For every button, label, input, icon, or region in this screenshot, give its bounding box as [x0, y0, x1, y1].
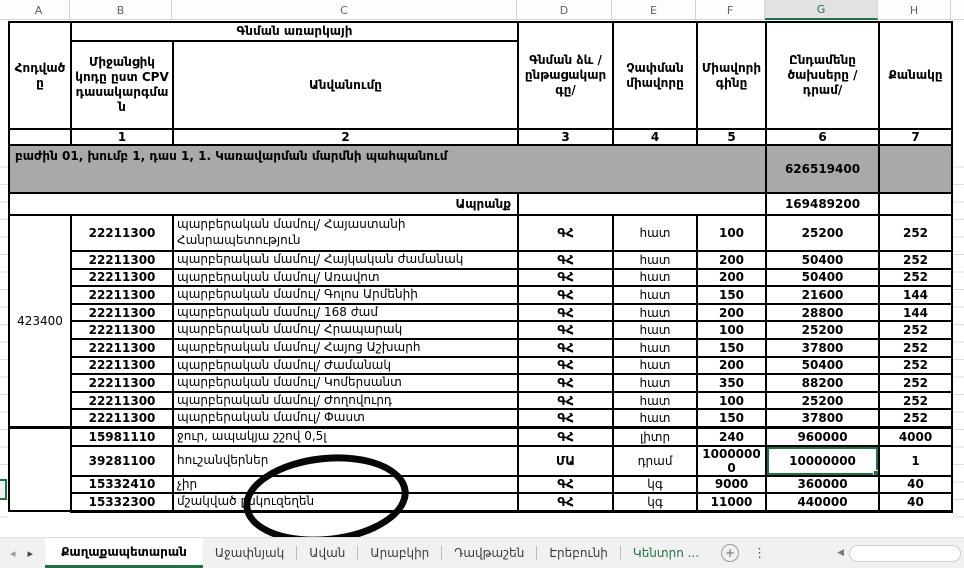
cell-qty[interactable]: 40	[879, 476, 952, 494]
add-sheet-icon[interactable]	[721, 544, 739, 562]
table-row	[9, 374, 952, 392]
cell-method[interactable]: ԳՀ	[518, 476, 613, 494]
tab-kaghakapetaran-active[interactable]	[45, 538, 203, 568]
cell-code[interactable]: 15981110	[71, 427, 173, 445]
table-row	[9, 357, 952, 375]
cell-code[interactable]: 22211300	[71, 215, 173, 251]
col-number-4[interactable]: 4	[613, 129, 697, 145]
cell-total[interactable]: 50400	[766, 251, 879, 269]
cell-total[interactable]: 440000	[766, 493, 879, 511]
cell-name[interactable]: պարբերական մամուլ/ Կոմերսանտ	[173, 374, 518, 392]
table-row	[9, 339, 952, 357]
cell-unit[interactable]: հատ	[613, 357, 697, 375]
cell-method[interactable]: ԳՀ	[518, 374, 613, 392]
cell-name[interactable]: հուշանվերներ	[173, 446, 518, 476]
header-cpv-code[interactable]: Միջանցիկ կոդը ըստ CPV դասակարգման	[71, 41, 173, 129]
cell-method[interactable]: ԳՀ	[518, 392, 613, 410]
cell-qty[interactable]: 252	[879, 339, 952, 357]
cell-code[interactable]: 22211300	[71, 286, 173, 304]
cell-qty[interactable]: 144	[879, 304, 952, 322]
table-row	[9, 476, 952, 494]
active-tab-label: Քաղաքապետարան	[61, 544, 187, 559]
cell-name[interactable]: պարբերական մամուլ/ Գոլոս Արմենիի	[173, 286, 518, 304]
cell-name[interactable]: պարբերական մամուլ/ Ժամանակ	[173, 357, 518, 375]
column-header-f[interactable]: F	[696, 0, 765, 20]
cell-code[interactable]: 22211300	[71, 357, 173, 375]
selected-cell-g[interactable]	[766, 446, 879, 476]
cell-unit[interactable]: լիտր	[613, 427, 697, 445]
subtotal-empty-cell[interactable]	[879, 193, 952, 215]
article-empty-cell[interactable]	[9, 427, 71, 511]
cell-unit[interactable]: կգ	[613, 476, 697, 494]
cell-qty[interactable]: 252	[879, 357, 952, 375]
cell-code[interactable]: 15332410	[71, 476, 173, 494]
cell-unit[interactable]: դրամ	[613, 446, 697, 476]
header-total[interactable]: Ընդամենը ծախսերը /դրամ/	[766, 22, 879, 129]
cell-method[interactable]: ԳՀ	[518, 215, 613, 251]
column-header-c[interactable]: C	[172, 0, 517, 20]
table-row	[9, 321, 952, 339]
cell-qty[interactable]: 252	[879, 409, 952, 427]
tab-ajapnyak[interactable]	[203, 538, 296, 568]
selected-cell-value: 10000000	[789, 453, 856, 468]
section-empty-cell[interactable]	[879, 145, 952, 193]
cell-name[interactable]: պարբերական մամուլ/ Հրապարակ	[173, 321, 518, 339]
sheet-nav-left-icon[interactable]: ◂	[10, 546, 16, 560]
cell-unit[interactable]: կգ	[613, 493, 697, 511]
column-header-b[interactable]: B	[70, 0, 172, 20]
col-number-1[interactable]: 1	[71, 129, 173, 145]
cell-total[interactable]: 25200	[766, 392, 879, 410]
sheet-nav-right-icon[interactable]: ▸	[27, 546, 34, 560]
tab-davtashen[interactable]	[442, 538, 536, 568]
table-row	[9, 251, 952, 269]
subtotal-empty-span[interactable]	[518, 193, 766, 215]
col-number-3[interactable]: 3	[518, 129, 613, 145]
cell-method[interactable]: ԳՀ	[518, 409, 613, 427]
cell-total[interactable]: 28800	[766, 304, 879, 322]
section-title-cell[interactable]: բաժին 01, խումբ 1, դաս 1, 1. Կառավարման մարմնի պահպանում	[9, 145, 766, 193]
header-unit-price[interactable]: Միավորի գինը	[697, 22, 766, 129]
numbering-empty-cell[interactable]	[9, 129, 71, 145]
tab-label: Դավթաշեն	[454, 546, 525, 560]
cell-unit[interactable]: հատ	[613, 286, 697, 304]
cell-total[interactable]: 21600	[766, 286, 879, 304]
table-row	[9, 427, 952, 445]
cell-qty[interactable]: 252	[879, 374, 952, 392]
cell-method[interactable]: ԳՀ	[518, 269, 613, 287]
cell-price[interactable]: 200	[697, 251, 766, 269]
header-method[interactable]: Գնման ձև /ընթացակարգը/	[518, 22, 613, 129]
cell-qty[interactable]: 4000	[879, 427, 952, 445]
subtotal-total-cell[interactable]: 169489200	[766, 193, 879, 215]
cell-price[interactable]: 9000	[697, 476, 766, 494]
left-grid-sliver	[0, 150, 8, 534]
tab-erebuni[interactable]	[537, 538, 620, 568]
cell-total[interactable]: 360000	[766, 476, 879, 494]
header-purchase-object[interactable]: Գնման առարկայի	[71, 22, 518, 41]
cell-name[interactable]: պարբերական մամուլ/ Հայոց Աշխարհ	[173, 339, 518, 357]
cell-method[interactable]: ԳՀ	[518, 304, 613, 322]
cell-code[interactable]: 22211300	[71, 374, 173, 392]
cell-method[interactable]: ԳՀ	[518, 357, 613, 375]
col-number-2[interactable]: 2	[173, 129, 518, 145]
cell-price[interactable]: 240	[697, 427, 766, 445]
cell-qty[interactable]: 252	[879, 392, 952, 410]
table-row	[9, 392, 952, 410]
table-row	[9, 304, 952, 322]
cell-method[interactable]: ԳՀ	[518, 493, 613, 511]
cell-unit[interactable]: հատ	[613, 321, 697, 339]
cell-price[interactable]: 150	[697, 409, 766, 427]
col-number-7[interactable]: 7	[879, 129, 952, 145]
column-header-g-selected[interactable]: G	[765, 0, 878, 20]
cell-qty[interactable]: 144	[879, 286, 952, 304]
cell-unit[interactable]: հատ	[613, 392, 697, 410]
article-code-cell[interactable]: 423400	[9, 215, 71, 427]
fill-handle[interactable]	[873, 470, 879, 476]
cell-name[interactable]: ջուր, ապակյա շշով 0,5լ	[173, 427, 518, 445]
cell-price[interactable]: 11000	[697, 493, 766, 511]
cell-unit[interactable]: հատ	[613, 251, 697, 269]
cell-total[interactable]: 37800	[766, 409, 879, 427]
header-article[interactable]: Հոդվածը	[9, 22, 71, 129]
tab-label: Արաբկիր	[370, 546, 430, 560]
cell-price[interactable]: 200	[697, 269, 766, 287]
cell-code[interactable]: 15332300	[71, 493, 173, 511]
cell-total[interactable]: 88200	[766, 374, 879, 392]
header-unit[interactable]: Չափման միավորը	[613, 22, 697, 129]
cell-price[interactable]: 150	[697, 286, 766, 304]
cell-unit[interactable]: հատ	[613, 269, 697, 287]
procurement-table	[8, 21, 953, 513]
cell-unit[interactable]: հատ	[613, 339, 697, 357]
cell-code[interactable]: 22211300	[71, 392, 173, 410]
cell-name[interactable]: չիր	[173, 476, 518, 494]
header-quantity[interactable]: Քանակը	[879, 22, 952, 129]
tab-label: Աջափնյակ	[214, 546, 285, 560]
cell-code[interactable]: 22211300	[71, 409, 173, 427]
cell-price[interactable]: 150	[697, 339, 766, 357]
cell-total[interactable]: 25200	[766, 321, 879, 339]
cell-price[interactable]: 200	[697, 304, 766, 322]
cell-method[interactable]: ԳՀ	[518, 251, 613, 269]
cell-price[interactable]: 100	[697, 321, 766, 339]
right-grid-sliver	[953, 150, 964, 534]
col-number-5[interactable]: 5	[697, 129, 766, 145]
plus-glyph: +	[725, 546, 736, 560]
cell-qty[interactable]: 40	[879, 493, 952, 511]
tab-avan[interactable]	[297, 538, 357, 568]
cell-price[interactable]: 100	[697, 215, 766, 251]
cell-qty[interactable]: 252	[879, 269, 952, 287]
table-row	[9, 446, 952, 476]
cell-unit[interactable]: հատ	[613, 304, 697, 322]
cell-unit[interactable]: հատ	[613, 409, 697, 427]
tab-label: Ավան	[309, 546, 346, 560]
horizontal-scrollbar	[837, 538, 964, 568]
cell-name[interactable]: պարբերական մամուլ/ Փաստ	[173, 409, 518, 427]
selected-row-header-sliver	[0, 479, 7, 500]
cell-name[interactable]: մշակված ընկուզեղեն	[173, 493, 518, 511]
column-header-a[interactable]: A	[8, 0, 70, 20]
hscroll-track[interactable]	[849, 545, 961, 562]
subtotal-label-cell[interactable]: Ապրանք	[9, 193, 518, 215]
column-header-h[interactable]: H	[878, 0, 951, 20]
cell-name[interactable]: պարբերական մամուլ/ Ժողովուրդ	[173, 392, 518, 410]
section-total-cell[interactable]: 626519400	[766, 145, 879, 193]
table-row	[9, 286, 952, 304]
cell-code[interactable]: 39281100	[71, 446, 173, 476]
column-header-e[interactable]: E	[612, 0, 696, 20]
hscroll-left-icon[interactable]: ◀	[837, 548, 844, 558]
col-number-6[interactable]: 6	[766, 129, 879, 145]
table-row	[9, 269, 952, 287]
cell-method[interactable]: ԳՀ	[518, 427, 613, 445]
cell-method[interactable]: ԳՀ	[518, 339, 613, 357]
table-row	[9, 493, 952, 511]
tab-label: Կենտրո ...	[632, 546, 700, 560]
header-name[interactable]: Անվանումը	[173, 41, 518, 129]
cell-total[interactable]: 25200	[766, 215, 879, 251]
cell-code[interactable]: 22211300	[71, 251, 173, 269]
cell-code[interactable]: 22211300	[71, 321, 173, 339]
sheet-nav	[0, 538, 45, 568]
tab-kentron-truncated[interactable]	[621, 538, 711, 568]
cell-qty[interactable]: 252	[879, 251, 952, 269]
cell-total[interactable]: 50400	[766, 269, 879, 287]
cell-method[interactable]: ԳՀ	[518, 286, 613, 304]
cell-price[interactable]: 200	[697, 357, 766, 375]
tab-options-icon[interactable]: ⋮	[753, 545, 767, 561]
cell-method[interactable]: ՄԱ	[518, 446, 613, 476]
cell-unit[interactable]: հատ	[613, 374, 697, 392]
cell-total[interactable]: 960000	[766, 427, 879, 445]
cell-price[interactable]: 10000000	[697, 446, 766, 476]
cell-name[interactable]: պարբերական մամուլ/ Առավոտ	[173, 269, 518, 287]
cell-method[interactable]: ԳՀ	[518, 321, 613, 339]
cell-name[interactable]: պարբերական մամուլ/ 168 ժամ	[173, 304, 518, 322]
column-header-d[interactable]: D	[517, 0, 612, 20]
cell-name[interactable]: պարբերական մամուլ/ Հայկական ժամանակ	[173, 251, 518, 269]
cell-price[interactable]: 100	[697, 392, 766, 410]
cell-qty[interactable]: 252	[879, 321, 952, 339]
cell-code[interactable]: 22211300	[71, 339, 173, 357]
cell-unit[interactable]: հատ	[613, 215, 697, 251]
column-header-strip	[0, 0, 964, 20]
cell-code[interactable]: 22211300	[71, 269, 173, 287]
table-row	[9, 215, 952, 251]
tab-label: Էրեբունի	[549, 546, 608, 560]
cell-price[interactable]: 350	[697, 374, 766, 392]
cell-qty[interactable]: 1	[879, 446, 952, 476]
table-row	[9, 409, 952, 427]
sheet-tab-bar	[0, 537, 964, 568]
cell-name[interactable]: պարբերական մամուլ/ Հայաստանի Հանրապետություն	[173, 215, 518, 251]
cell-total[interactable]: 37800	[766, 339, 879, 357]
tab-arabkir[interactable]	[358, 538, 441, 568]
cell-code[interactable]: 22211300	[71, 304, 173, 322]
cell-total[interactable]: 50400	[766, 357, 879, 375]
cell-qty[interactable]: 252	[879, 215, 952, 251]
